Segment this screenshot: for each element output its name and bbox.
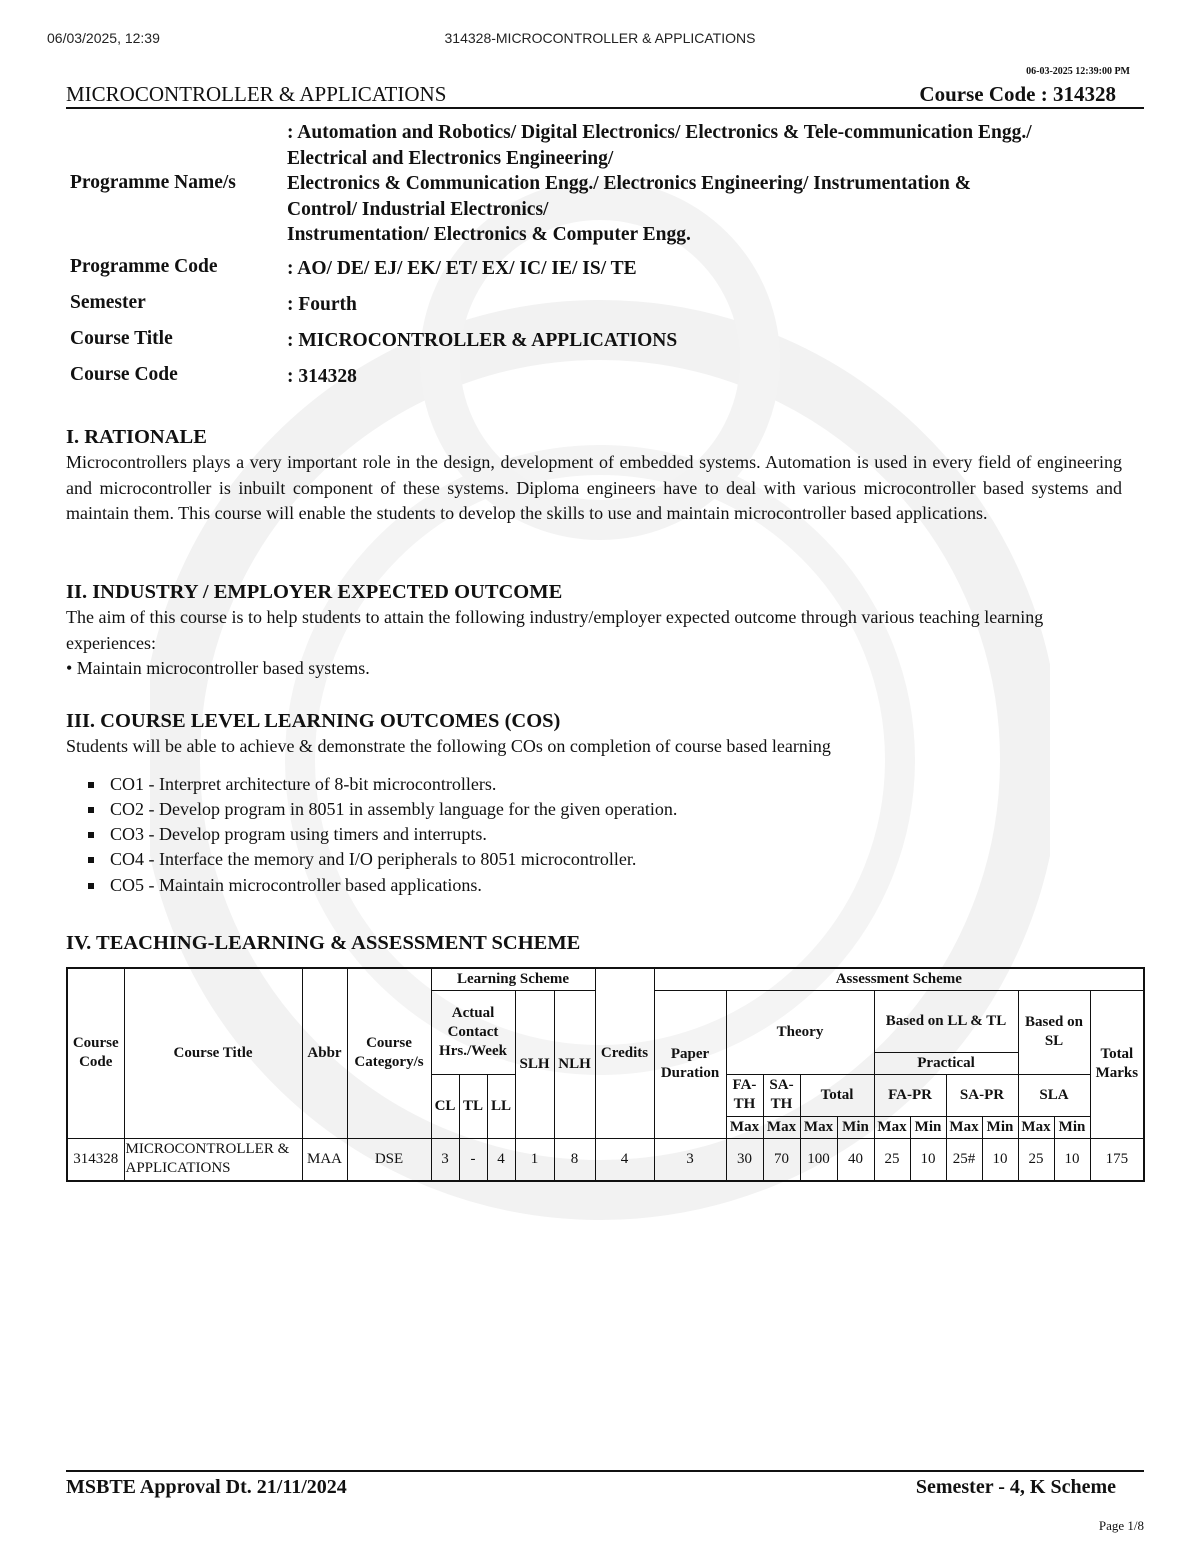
document-course-code: Course Code : 314328 bbox=[919, 82, 1116, 106]
industry-outcome-body: The aim of this course is to help students to attain the following industry/employer expected outcome through various teaching learning experiences: bbox=[66, 607, 1044, 653]
cell-sla-min: 10 bbox=[1054, 1138, 1090, 1181]
programme-names-line: Instrumentation/ Electronics & Computer Engg. bbox=[287, 224, 691, 245]
programme-names-line: : Automation and Robotics/ Digital Electronics/ Electronics & Tele-communication Engg./ bbox=[287, 122, 1032, 143]
th-max: Max bbox=[946, 1116, 982, 1138]
th-ll: LL bbox=[487, 1074, 515, 1138]
th-max: Max bbox=[1018, 1116, 1054, 1138]
document-header bbox=[66, 82, 1144, 109]
course-outcomes-heading: III. COURSE LEVEL LEARNING OUTCOMES (COS) bbox=[66, 710, 561, 732]
th-max: Max bbox=[874, 1116, 910, 1138]
cell-fa-pr-min: 10 bbox=[910, 1138, 946, 1181]
programme-names-value bbox=[287, 120, 1137, 248]
th-based-ll-tl: Based on LL & TL bbox=[874, 990, 1018, 1052]
cell-paper-duration: 3 bbox=[654, 1138, 726, 1181]
th-min: Min bbox=[910, 1116, 946, 1138]
th-total-marks: Total Marks bbox=[1090, 990, 1144, 1138]
th-paper-duration: Paper Duration bbox=[654, 990, 726, 1138]
course-outcome-item: CO4 - Interface the memory and I/O peripherals to 8051 microcontroller. bbox=[88, 847, 1122, 872]
rationale-section bbox=[66, 424, 1122, 527]
course-code-row bbox=[70, 364, 1140, 400]
course-outcomes-section bbox=[66, 708, 1122, 898]
cell-tl: - bbox=[459, 1138, 487, 1181]
cell-slh: 1 bbox=[515, 1138, 554, 1181]
course-code-label: Course Code bbox=[70, 364, 178, 385]
industry-outcome-heading: II. INDUSTRY / EMPLOYER EXPECTED OUTCOME bbox=[66, 581, 563, 603]
th-fa-th: FA-TH bbox=[726, 1074, 763, 1116]
print-datetime: 06/03/2025, 12:39 bbox=[47, 30, 160, 46]
th-learning-scheme: Learning Scheme bbox=[431, 968, 595, 990]
programme-names-row bbox=[70, 120, 1140, 256]
th-tl: TL bbox=[459, 1074, 487, 1138]
cell-course-code: 314328 bbox=[67, 1138, 124, 1181]
cell-sa-pr-max: 25# bbox=[946, 1138, 982, 1181]
rationale-body: Microcontrollers plays a very important role in the design, development of embedded systems. Automation is used in every field of engineering and microcontroller is inbuilt component of these systems. Diploma engineers have to deal with various microcontroller based systems and maintain them. This course will enable the students to develop the skills to use and maintain microcontroller based applications. bbox=[66, 452, 1122, 523]
cell-credits: 4 bbox=[595, 1138, 654, 1181]
th-credits: Credits bbox=[595, 968, 654, 1138]
th-max: Max bbox=[800, 1116, 837, 1138]
scheme-section bbox=[66, 930, 1122, 956]
th-min: Min bbox=[1054, 1116, 1090, 1138]
th-fa-pr: FA-PR bbox=[874, 1074, 946, 1116]
print-timestamp: 06-03-2025 12:39:00 PM bbox=[1026, 66, 1130, 77]
approval-date: MSBTE Approval Dt. 21/11/2024 bbox=[66, 1476, 347, 1498]
cell-sa-th-max: 70 bbox=[763, 1138, 800, 1181]
semester-label: Semester bbox=[70, 292, 146, 313]
course-outcomes-list bbox=[66, 772, 1122, 898]
semester-row bbox=[70, 292, 1140, 328]
scheme-heading: IV. TEACHING-LEARNING & ASSESSMENT SCHEME bbox=[66, 932, 581, 954]
course-title-label: Course Title bbox=[70, 328, 173, 349]
document-title: MICROCONTROLLER & APPLICATIONS bbox=[66, 82, 447, 106]
course-outcome-item: CO2 - Develop program in 8051 in assembly language for the given operation. bbox=[88, 797, 1122, 822]
th-max: Max bbox=[763, 1116, 800, 1138]
print-page-title: 314328-MICROCONTROLLER & APPLICATIONS bbox=[444, 30, 756, 46]
browser-print-header bbox=[47, 30, 1153, 50]
teaching-assessment-scheme-table bbox=[66, 967, 1145, 1182]
semester-value: : Fourth bbox=[287, 294, 357, 315]
programme-names-line: Control/ Industrial Electronics/ bbox=[287, 198, 549, 220]
th-practical: Practical bbox=[874, 1052, 1018, 1074]
th-sla: SLA bbox=[1018, 1074, 1090, 1116]
th-min: Min bbox=[837, 1116, 874, 1138]
page-number: Page 1/8 bbox=[1098, 1518, 1144, 1533]
th-min: Min bbox=[982, 1116, 1018, 1138]
cell-sla-max: 25 bbox=[1018, 1138, 1054, 1181]
document-footer bbox=[66, 1470, 1144, 1500]
cell-fa-th-max: 30 bbox=[726, 1138, 763, 1181]
industry-outcome-bullet: • Maintain microcontroller based systems. bbox=[66, 658, 370, 678]
th-cl: CL bbox=[431, 1074, 459, 1138]
th-assessment-scheme: Assessment Scheme bbox=[654, 968, 1144, 990]
course-outcome-item: CO1 - Interpret architecture of 8-bit microcontrollers. bbox=[88, 772, 1122, 797]
th-sa-th: SA-TH bbox=[763, 1074, 800, 1116]
th-max: Max bbox=[726, 1116, 763, 1138]
programme-names-line: Electrical and Electronics Engineering/ bbox=[287, 147, 614, 169]
course-outcomes-intro: Students will be able to achieve & demonstrate the following COs on completion of course based learning bbox=[66, 736, 831, 756]
industry-outcome-section bbox=[66, 579, 1122, 682]
table-row bbox=[67, 1138, 1144, 1181]
th-based-sl: Based on SL bbox=[1018, 990, 1090, 1074]
programme-code-label: Programme Code bbox=[70, 256, 218, 277]
semester-scheme: Semester - 4, K Scheme bbox=[915, 1476, 1116, 1498]
cell-abbr: MAA bbox=[302, 1138, 347, 1181]
programme-details bbox=[70, 120, 1140, 400]
cell-course-title: MICROCONTROLLER & APPLICATIONS bbox=[124, 1138, 302, 1181]
th-category: Course Category/s bbox=[347, 968, 431, 1138]
cell-total-marks: 175 bbox=[1090, 1138, 1144, 1181]
programme-names-line: Electronics & Communication Engg./ Electronics Engineering/ Instrumentation & bbox=[287, 173, 971, 194]
cell-cl: 3 bbox=[431, 1138, 459, 1181]
course-outcome-item: CO3 - Develop program using timers and interrupts. bbox=[88, 822, 1122, 847]
th-abbr: Abbr bbox=[302, 968, 347, 1138]
cell-total-min: 40 bbox=[837, 1138, 874, 1181]
cell-nlh: 8 bbox=[554, 1138, 595, 1181]
th-theory: Theory bbox=[726, 990, 874, 1074]
th-course-title: Course Title bbox=[124, 968, 302, 1138]
course-title-row bbox=[70, 328, 1140, 364]
programme-names-label: Programme Name/s bbox=[70, 172, 236, 193]
course-title-value: : MICROCONTROLLER & APPLICATIONS bbox=[287, 330, 678, 351]
course-outcome-item: CO5 - Maintain microcontroller based applications. bbox=[88, 873, 1122, 898]
th-course-code: Course Code bbox=[67, 968, 124, 1138]
cell-category: DSE bbox=[347, 1138, 431, 1181]
th-nlh: NLH bbox=[554, 990, 595, 1138]
rationale-heading: I. RATIONALE bbox=[66, 426, 207, 448]
th-actual-contact: Actual Contact Hrs./Week bbox=[431, 990, 515, 1074]
th-total: Total bbox=[800, 1074, 874, 1116]
programme-code-row bbox=[70, 256, 1140, 292]
programme-code-value: : AO/ DE/ EJ/ EK/ ET/ EX/ IC/ IE/ IS/ TE bbox=[287, 258, 637, 279]
cell-fa-pr-max: 25 bbox=[874, 1138, 910, 1181]
cell-ll: 4 bbox=[487, 1138, 515, 1181]
course-code-value: : 314328 bbox=[287, 366, 357, 387]
th-slh: SLH bbox=[515, 990, 554, 1138]
cell-sa-pr-min: 10 bbox=[982, 1138, 1018, 1181]
th-sa-pr: SA-PR bbox=[946, 1074, 1018, 1116]
cell-total-max: 100 bbox=[800, 1138, 837, 1181]
